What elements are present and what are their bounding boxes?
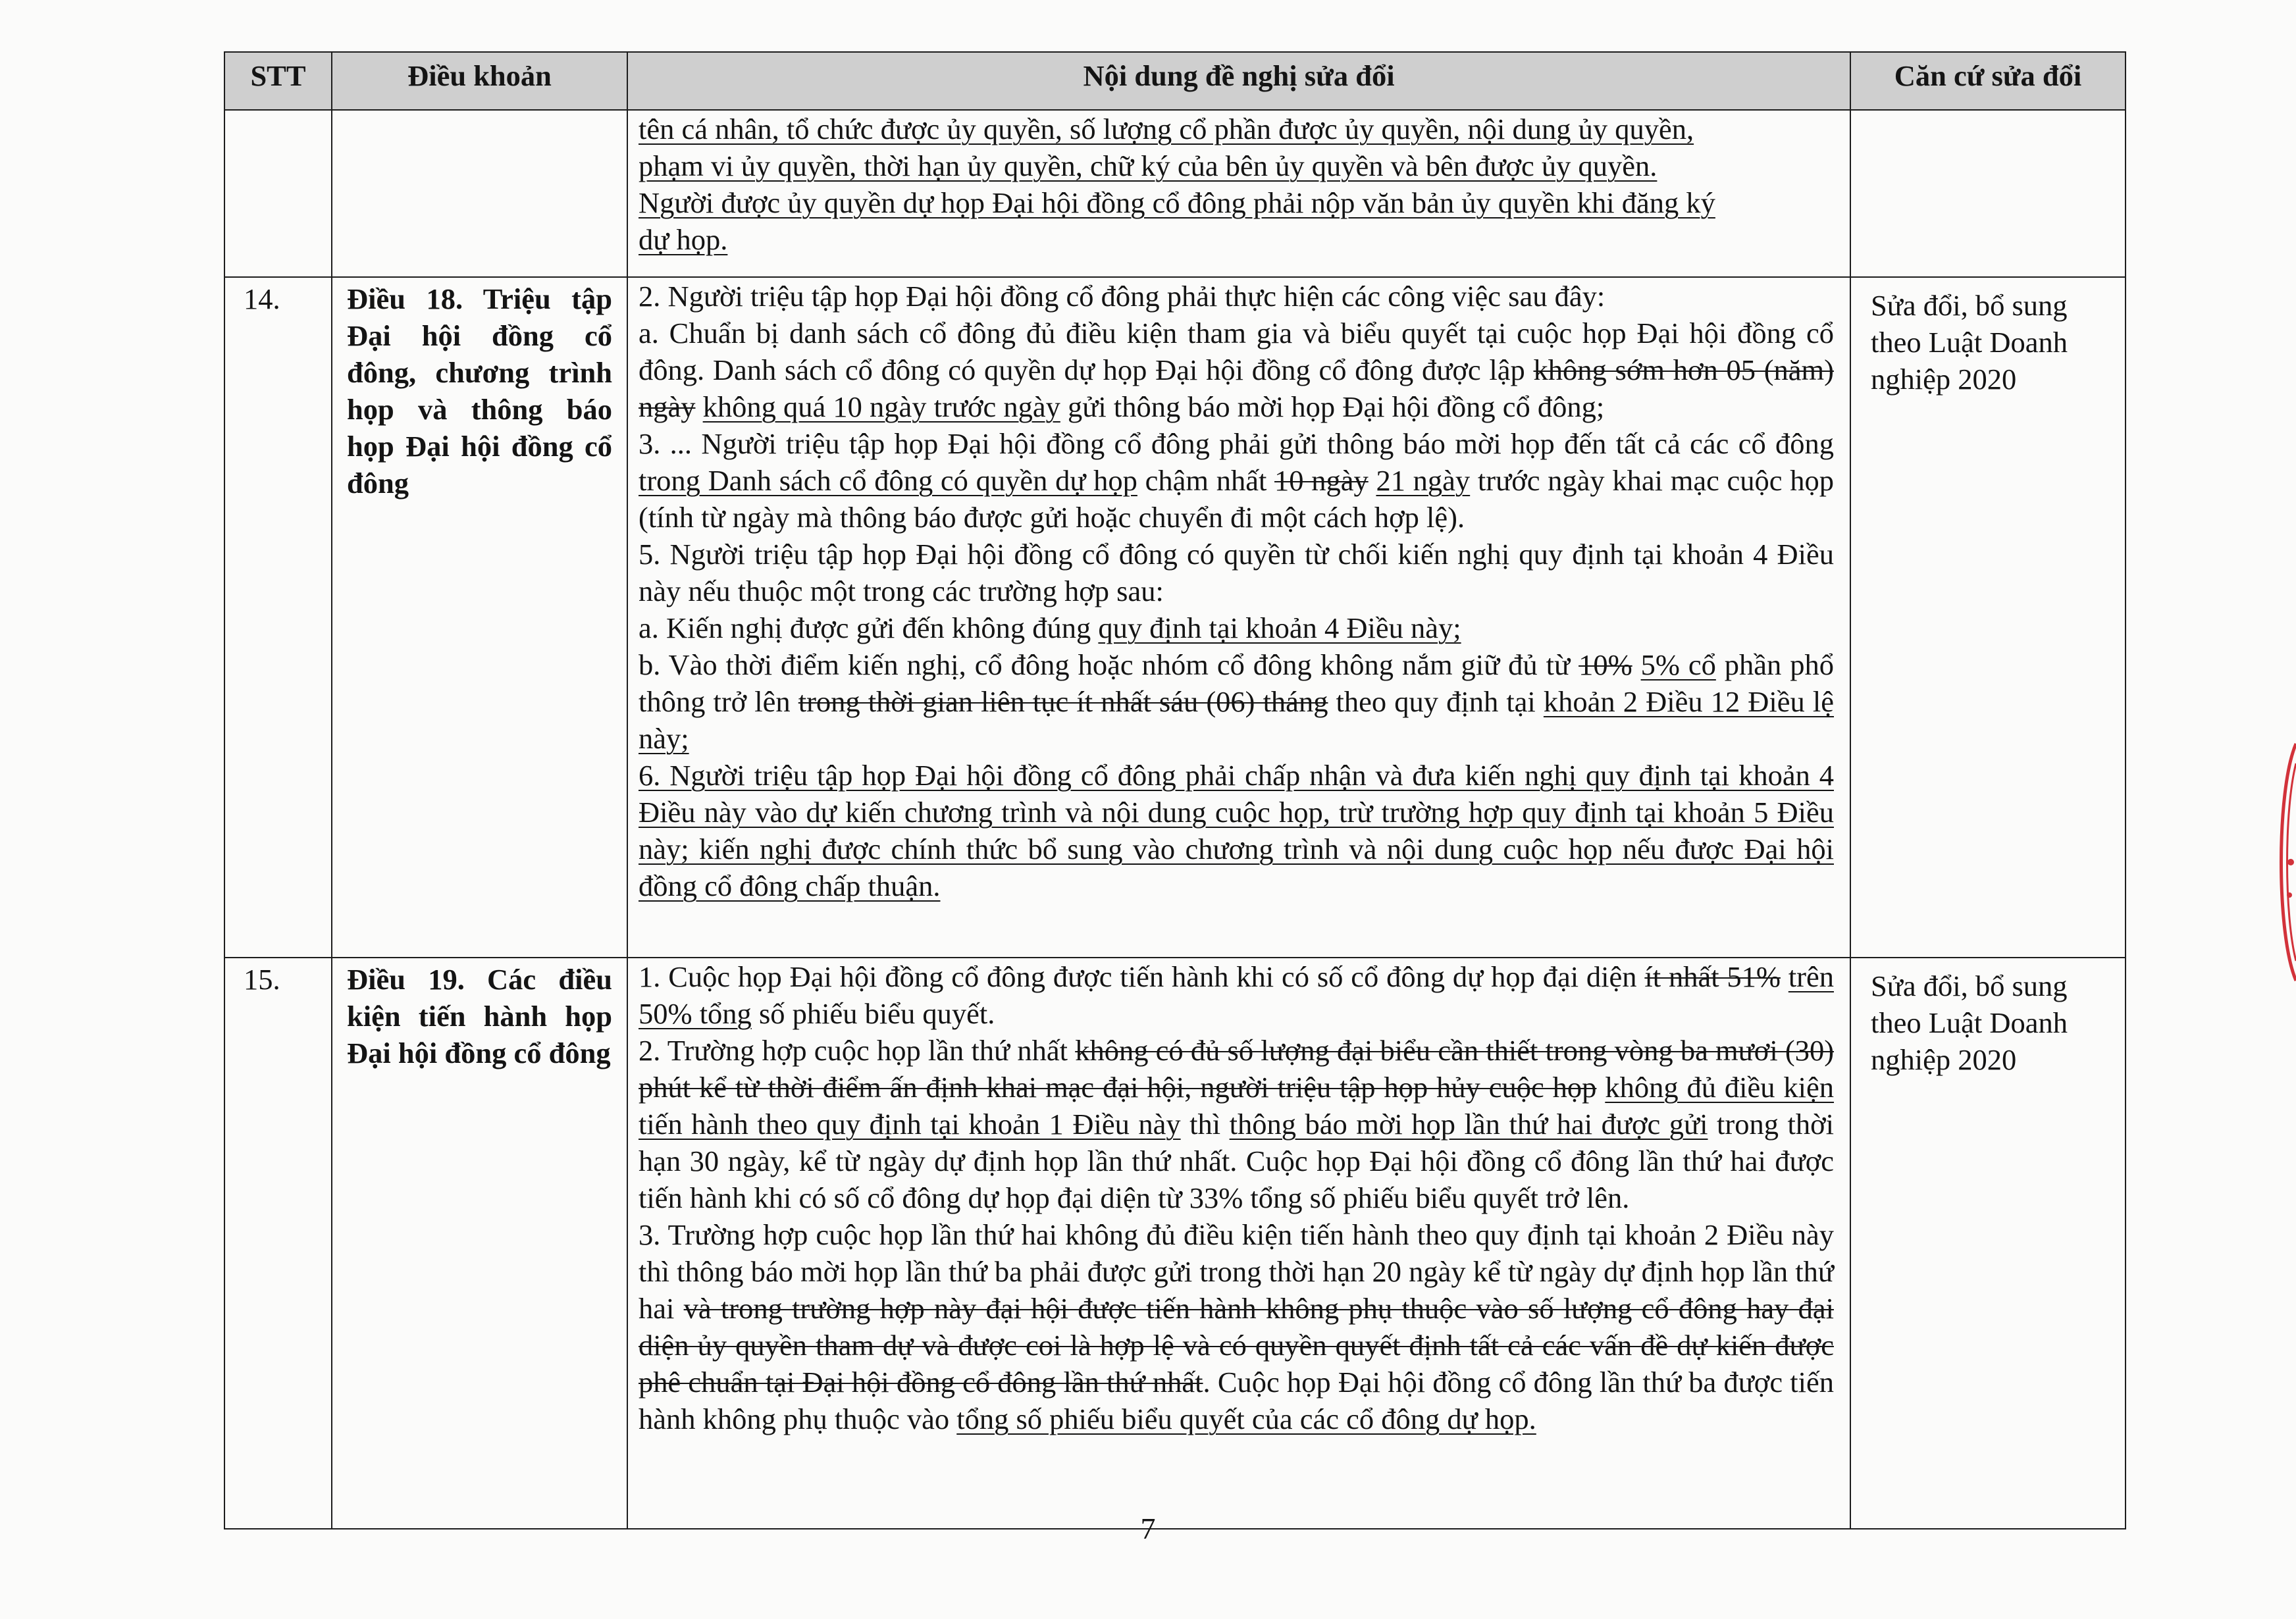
clause-cell: Điều 18. Triệu tập Đại hội đồng cổ đông, chương trình họp và thông báo họp Đại hội đồng cổ đông xyxy=(332,277,627,958)
deleted-text: ít nhất 51% xyxy=(1644,960,1781,993)
inserted-paragraph: 6. Người triệu tập họp Đại hội đồng cổ đông phải chấp nhận và đưa kiến nghị quy định tại khoản 4 Điều này vào dự kiến chương trình và nội dung cuộc họp, trừ trường hợp quy định tại khoản 5 Điều này; kiến nghị được chính thức bổ sung vào chương trình và nội dung cuộc họp nếu được Đại hội đồng cổ đông chấp thuận. xyxy=(639,759,1834,902)
paragraph: 3. Trường hợp cuộc họp lần thứ hai không đủ điều kiện tiến hành theo quy định tại khoản 2 Điều này thì thông báo mời họp lần thứ ba phải được gửi trong thời hạn 20 ngày kể từ ngày dự định họp lần thứ hai và trong trường hợp này đại hội được tiến hành không phụ thuộc vào số lượng cổ đông hay đại diện ủy quyền tham dự và được coi là hợp lệ và có quyền quyết định tất cả các vấn đề dự kiến được phê chuẩn tại Đại hội đồng cổ đông lần thứ nhất. Cuộc họp Đại hội đồng cổ đông lần thứ ba được tiến hành không phụ thuộc vào tổng số phiếu biểu quyết của các cổ đông dự họp. xyxy=(639,1218,1834,1435)
paragraph: 2. Trường hợp cuộc họp lần thứ nhất không có đủ số lượng đại biểu cần thiết trong vòng ba mươi (30) phút kể từ thời điểm ấn định khai mạc đại hội, người triệu tập họp hủy cuộc họp không đủ điều kiện tiến hành theo quy định tại khoản 1 Điều này thì thông báo mời họp lần thứ hai được gửi trong thời hạn 30 ngày, kể từ ngày dự định họp lần thứ nhất. Cuộc họp Đại hội đồng cổ đông lần thứ hai được tiến hành khi có số cổ đông dự họp đại diện từ 33% tổng số phiếu biểu quyết trở lên. xyxy=(639,1034,1835,1214)
page-number: 7 xyxy=(1140,1512,1156,1545)
header-basis: Căn cứ sửa đổi xyxy=(1850,52,2126,110)
clause-cell: Điều 19. Các điều kiện tiến hành họp Đại hội đồng cổ đông xyxy=(332,958,627,1529)
header-content: Nội dung đề nghị sửa đổi xyxy=(627,52,1850,110)
paragraph: a. Kiến nghị được gửi đến không đúng quy định tại khoản 4 Điều này; xyxy=(639,611,1461,644)
paragraph: b. Vào thời điểm kiến nghị, cổ đông hoặc nhóm cổ đông không nắm giữ đủ từ 10% 5% cổ phần phổ thông trở lên trong thời gian liên tục ít nhất sáu (06) tháng theo quy định tại khoản 2 Điều 12 Điều lệ này; xyxy=(639,648,1835,755)
table-row xyxy=(224,958,2126,1529)
amendment-table xyxy=(224,51,2126,1529)
content-line: phạm vi ủy quyền, thời hạn ủy quyền, chữ ký của bên ủy quyền và bên được ủy quyền. xyxy=(639,149,1657,182)
stt-cell: 14. xyxy=(224,277,332,958)
deleted-text: 10 ngày xyxy=(1274,464,1369,497)
stt-cell xyxy=(224,110,332,277)
content-cell xyxy=(627,958,1850,1529)
inserted-text: 5% cổ xyxy=(1640,648,1716,681)
header-stt: STT xyxy=(224,52,332,110)
paragraph: 3. ... Người triệu tập họp Đại hội đồng cổ đông phải gửi thông báo mời họp đến tất cả các cổ đông trong Danh sách cổ đông có quyền dự họp chậm nhất 10 ngày 21 ngày trước ngày khai mạc cuộc họp (tính từ ngày mà thông báo được gửi hoặc chuyển đi một cách hợp lệ). xyxy=(639,427,1834,534)
deleted-text: không có đủ số lượng đại biểu cần thiết trong vòng ba mươi (30) phút kể từ thời điểm ấn định khai mạc đại hội, người triệu tập họp hủy cuộc họp xyxy=(639,1034,1835,1104)
paragraph: 2. Người triệu tập họp Đại hội đồng cổ đông phải thực hiện các công việc sau đây: xyxy=(639,280,1605,313)
basis-cell xyxy=(1850,110,2126,277)
inserted-text: tổng số phiếu biểu quyết của các cổ đông dự họp. xyxy=(956,1402,1536,1435)
basis-cell: Sửa đổi, bổ sung theo Luật Doanh nghiệp 2020 xyxy=(1850,277,2126,958)
inserted-text: trong Danh sách cổ đông có quyền dự họp xyxy=(639,464,1137,497)
inserted-text: trên 50% tổng xyxy=(639,960,1834,1030)
paragraph: 5. Người triệu tập họp Đại hội đồng cổ đông có quyền từ chối kiến nghị quy định tại khoản 4 Điều này nếu thuộc một trong các trường hợp sau: xyxy=(639,538,1834,607)
content-line: dự họp. xyxy=(639,223,728,256)
content-line: tên cá nhân, tổ chức được ủy quyền, số lượng cổ phần được ủy quyền, nội dung ủy quyền, xyxy=(639,113,1694,145)
deleted-text: trong thời gian liên tục ít nhất sáu (06) tháng xyxy=(798,685,1328,718)
inserted-text: 21 ngày xyxy=(1376,464,1471,497)
deleted-text: 10% xyxy=(1578,648,1632,681)
deleted-text: và trong trường hợp này đại hội được tiến hành không phụ thuộc vào số lượng cổ đông hay đại diện ủy quyền tham dự và được coi là hợp lệ và có quyền quyết định tất cả các vấn đề dự kiến được phê chuẩn tại Đại hội đồng cổ đông lần thứ nhất xyxy=(639,1292,1834,1399)
paragraph: a. Chuẩn bị danh sách cổ đông đủ điều kiện tham gia và biểu quyết tại cuộc họp Đại hội đồng cổ đông. Danh sách cổ đông có quyền dự họp Đại hội đồng cổ đông được lập không sớm hơn 05 (năm) ngày không quá 10 ngày trước ngày gửi thông báo mời họp Đại hội đồng cổ đông; xyxy=(639,317,1834,423)
table-header-row xyxy=(224,52,2126,110)
inserted-text: không quá 10 ngày trước ngày xyxy=(702,390,1060,423)
table-row xyxy=(224,277,2126,958)
table-row xyxy=(224,110,2126,277)
content-line: Người được ủy quyền dự họp Đại hội đồng cổ đông phải nộp văn bản ủy quyền khi đăng ký xyxy=(639,186,1715,219)
content-cell xyxy=(627,110,1850,277)
content-cell xyxy=(627,277,1850,958)
deleted-text: không sớm hơn 05 (năm) ngày xyxy=(639,353,1834,423)
inserted-text: không đủ điều kiện tiến hành theo quy định tại khoản 1 Điều này xyxy=(639,1071,1835,1141)
stt-cell: 15. xyxy=(224,958,332,1529)
inserted-text: khoản 2 Điều 12 Điều lệ này; xyxy=(639,685,1835,755)
clause-cell xyxy=(332,110,627,277)
seal-stamp-fragment xyxy=(2276,737,2296,987)
paragraph: 1. Cuộc họp Đại hội đồng cổ đông được tiến hành khi có số cổ đông dự họp đại diện ít nhất 51% trên 50% tổng số phiếu biểu quyết. xyxy=(639,960,1834,1030)
header-clause: Điều khoản xyxy=(332,52,627,110)
inserted-text: quy định tại khoản 4 Điều này; xyxy=(1098,611,1461,644)
inserted-text: thông báo mời họp lần thứ hai được gửi xyxy=(1229,1108,1708,1141)
basis-cell: Sửa đổi, bổ sung theo Luật Doanh nghiệp 2020 xyxy=(1850,958,2126,1529)
